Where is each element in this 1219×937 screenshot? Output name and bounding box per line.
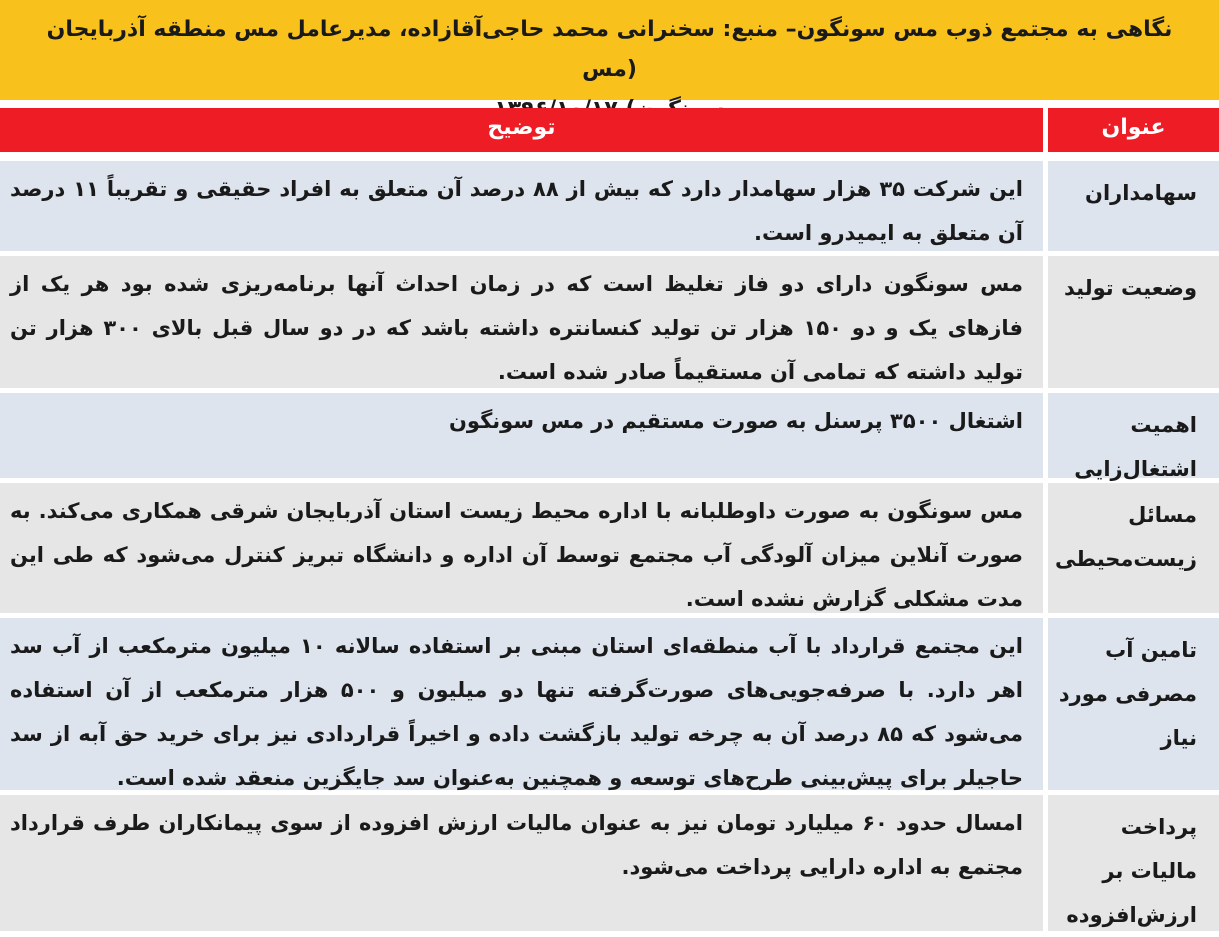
table-row [0,256,1219,388]
table-row [0,795,1219,931]
header-title-cell: عنوان [1048,108,1219,152]
table-header [0,108,1219,156]
row-desc-cell: مس سونگون به صورت داوطلبانه با اداره محیط زیست استان آذربایجان شرقی همکاری می‌کند. به صورت آنلاین میزان آلودگی آب مجتمع توسط آن اداره و دانشگاه تبریز کنترل می‌شود که طی این مدت مشکلی گزارش نشده است. [0,483,1043,613]
info-table [0,108,1219,931]
row-desc-cell: این شرکت ۳۵ هزار سهامدار دارد که بیش از ۸۸ درصد آن متعلق به افراد حقیقی و تقریباً ۱۱ درصد آن متعلق به ایمیدرو است. [0,161,1043,251]
row-desc-cell: اشتغال ۳۵۰۰ پرسنل به صورت مستقیم در مس سونگون [0,393,1043,478]
row-title-cell: اهمیت اشتغال‌زایی [1048,393,1219,478]
row-desc-cell: امسال حدود ۶۰ میلیارد تومان نیز به عنوان مالیات ارزش افزوده از سوی پیمانکاران طرف قرارداد مجتمع به اداره دارایی پرداخت می‌شود. [0,795,1043,931]
row-title-cell: سهامداران [1048,161,1219,251]
row-title-cell: تامین آب مصرفی مورد نیاز [1048,618,1219,790]
table-row [0,393,1219,481]
row-title-cell: وضعیت تولید [1048,256,1219,388]
page-title [0,0,1219,100]
table-row [0,161,1219,251]
row-desc-cell: مس سونگون دارای دو فاز تغلیظ است که در زمان احداث آنها برنامه‌ریزی شده بود هر یک از فازهای یک و دو ۱۵۰ هزار تن تولید کنسانتره داشته باشد که در دو سال قبل بالای ۳۰۰ هزار تن تولید داشته که تمامی آن مستقیماً صادر شده است. [0,256,1043,388]
table-row [0,483,1219,613]
row-title-cell: پرداخت مالیات بر ارزش‌افزوده [1048,795,1219,931]
header-desc-cell: توضیح [0,108,1043,152]
table-row [0,618,1219,790]
row-desc-cell: این مجتمع قرارداد با آب منطقه‌ای استان مبنی بر استفاده سالانه ۱۰ میلیون مترمکعب از آب سد اهر دارد. با صرفه‌جویی‌های صورت‌گرفته تنها دو میلیون و ۵۰۰ هزار مترمکعب از آن استفاده می‌شود که ۸۵ درصد آن به چرخه تولید بازگشت داده و اخیراً قراردادی نیز برای خرید حق آبه از سد حاجیلر برای پیش‌بینی طرح‌های توسعه و همچنین به‌عنوان سد جایگزین منعقد شده است. [0,618,1043,790]
title-line-1: نگاهی به مجتمع ذوب مس سونگون– منبع: سخنرانی محمد حاجی‌آقازاده، مدیرعامل مس منطقه آذربایجان (مس [46,17,1173,82]
row-title-cell: مسائل زیست‌محیطی [1048,483,1219,613]
